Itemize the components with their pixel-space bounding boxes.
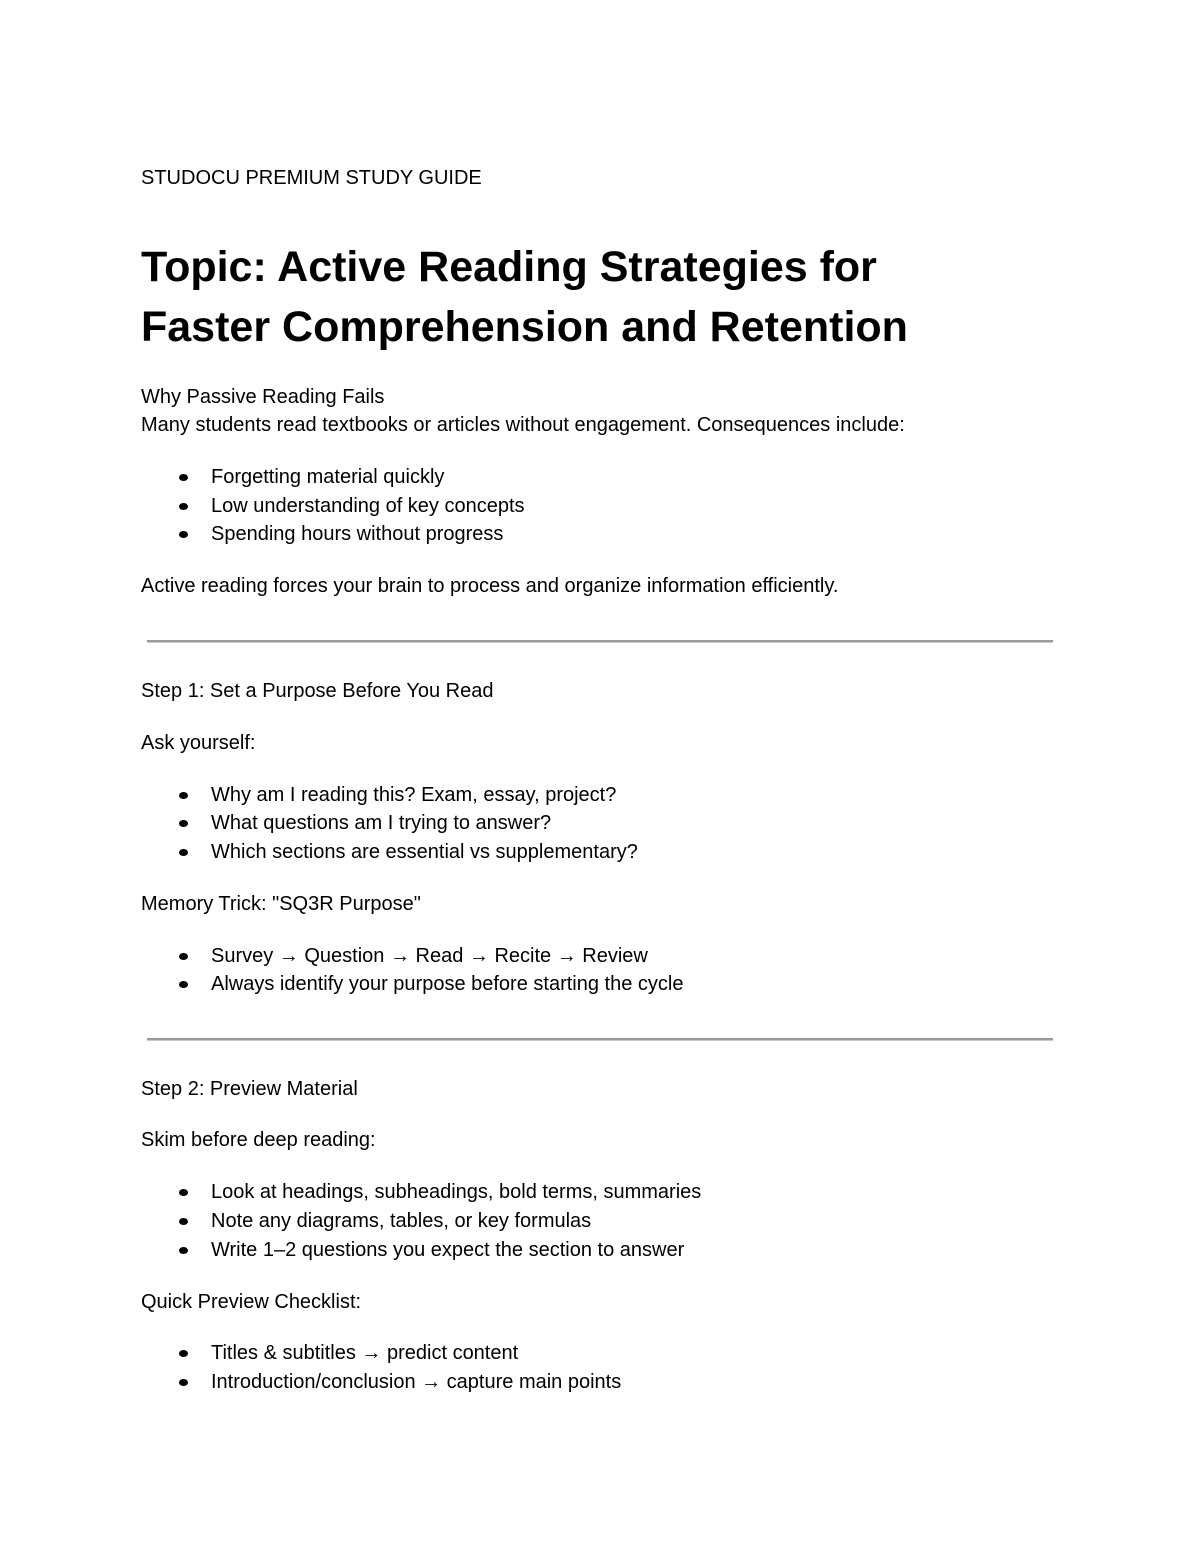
header-label: STUDOCU PREMIUM STUDY GUIDE	[141, 167, 482, 189]
list-item-text: Why am I reading this? Exam, essay, project?	[211, 784, 617, 806]
section-closing-why: Active reading forces your brain to process and organize information efficiently.	[141, 575, 839, 597]
bullet-icon	[179, 1218, 188, 1225]
bullet-icon	[179, 503, 188, 510]
bullet-icon	[179, 474, 188, 481]
list-item-text: Note any diagrams, tables, or key formulas	[211, 1210, 592, 1232]
bullet-icon	[179, 1350, 188, 1357]
list-item-text: Which sections are essential vs supplementary?	[211, 841, 638, 863]
page-title-line-1: Topic: Active Reading Strategies for	[141, 243, 877, 291]
page-title-line-2: Faster Comprehension and Retention	[141, 303, 908, 351]
bullet-icon	[179, 1247, 188, 1254]
list-item-text: Write 1–2 questions you expect the section to answer	[211, 1239, 685, 1261]
list-item-text: Spending hours without progress	[211, 523, 504, 545]
bullet-icon	[179, 953, 188, 960]
list-item-text: Always identify your purpose before starting the cycle	[211, 973, 684, 995]
bullet-icon	[179, 531, 188, 538]
bullet-icon	[179, 849, 188, 856]
list-item-text: Titles & subtitles → predict content	[211, 1342, 519, 1364]
list-item-text: Introduction/conclusion → capture main points	[211, 1371, 622, 1393]
preview-checklist-label: Quick Preview Checklist:	[141, 1291, 362, 1313]
bullet-icon	[179, 1379, 188, 1386]
step-1-heading: Step 1: Set a Purpose Before You Read	[141, 680, 494, 702]
bullet-icon	[179, 820, 188, 827]
list-item-text: What questions am I trying to answer?	[211, 812, 552, 834]
section-divider	[147, 1038, 1053, 1041]
memory-trick-label: Memory Trick: "SQ3R Purpose"	[141, 893, 421, 915]
section-heading-why: Why Passive Reading Fails	[141, 386, 385, 408]
section-divider	[147, 640, 1053, 643]
step-2-heading: Step 2: Preview Material	[141, 1078, 358, 1100]
list-item-text: Look at headings, subheadings, bold terms, summaries	[211, 1181, 702, 1203]
list-item-text: Forgetting material quickly	[211, 466, 445, 488]
bullet-icon	[179, 792, 188, 799]
step-1-prompt: Ask yourself:	[141, 732, 256, 754]
step-2-prompt: Skim before deep reading:	[141, 1129, 376, 1151]
section-intro-why: Many students read textbooks or articles without engagement. Consequences include:	[141, 414, 905, 436]
list-item-text: Survey → Question → Read → Recite → Review	[211, 945, 648, 967]
bullet-icon	[179, 981, 188, 988]
list-item-text: Low understanding of key concepts	[211, 495, 525, 517]
bullet-icon	[179, 1189, 188, 1196]
